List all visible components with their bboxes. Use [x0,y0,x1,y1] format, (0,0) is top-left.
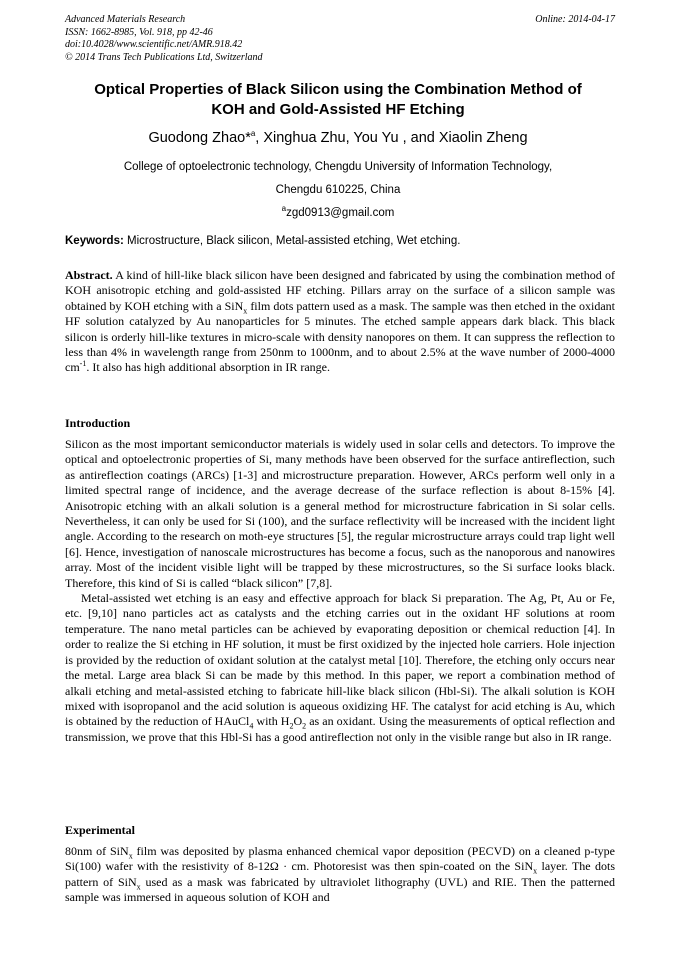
abstract-sup: -1 [79,359,87,369]
author-1-affil-mark: a [250,129,256,139]
intro-p2-text-c: O [293,714,303,729]
author-list [62,128,614,148]
affiliation [62,156,614,225]
doi-line: doi:10.4028/www.scientific.net/AMR.918.42 [65,39,243,50]
abstract-label: Abstract. [65,268,113,282]
introduction-paragraph-1: Silicon as the most important semiconductor materials is widely used in solar cells and detectors. To improve the optical and optoelectronic properties of Si, many methods have been observed for the surface antireflection, such as antireflection coatings (ARCs) [1-3] and microstructure preparation. However, ARCs perform well only in a limited spectral range of incidence, and the average decrease of the surface reflection is about 8-15% [4]. Anisotropic etching with an alkali solution is a general method for microstructure fabrication in Si solar cells. Nevertheless, it can only be used for Si (100), and the surface reflectivity will be increased with the incident light angle. According to the research on moth-eye structures [5], the regular microstructure arrays could trap light well [6]. Hence, investigation of nanoscale microstructures has become a focus, such as the nanoporous and nanowires array. Most of the incident visible light will be trapped by these microstructures, so the Si surface looks black. Therefore, this kind of Si is called “black silicon” [7,8]. [65,437,615,590]
intro-p2-sub-1: 4 [249,721,254,731]
abstract-text-2: film dots pattern used as a mask. The sample was then etched in the oxidant HF solution catalyzed by Au nanoparticles for 5 minutes. The etched sample appears dark black. This black silicon is orderly hill-like textures in micro-scale with density nanopores on them. It can suppress the reflection to less than 4% in wavelength range from 250nm to 1000nm, and to about 2.5% at the wave number of 2000-4000 cm [65,298,615,375]
exp-text-a: 80nm of SiN [65,844,129,858]
journal-name: Advanced Materials Research [65,14,186,25]
title-line-1: Optical Properties of Black Silicon using the Combination Method of [94,81,582,98]
exp-text-c: layer. The dots pattern of SiN [65,859,615,889]
journal-header [65,14,263,64]
introduction-paragraph-2 [65,591,615,745]
exp-text-d: used as a mask was fabricated by ultraviolet lithography (UVL) and RIE. Then the patterned sample was immersed in aqueous solution of KOH and [65,874,615,905]
online-date: Online: 2014-04-17 [535,14,615,25]
intro-p2-text-a: Metal-assisted wet etching is an easy and effective approach for black Si preparation. The Ag, Pt, Au or Fe, etc. [9,10] nano particles act as catalysts and the etching carries out in the oxidant HF solutions at room temperature. The nano metal particles can be achieved by evaporating deposition or chemical reduction [4]. In order to realize the Si etching in HF solution, it must be first oxidized by the injected hole carriers. Hole injection is provided by the reduction of oxidant solution at the catalyst metal [10]. Therefore, the etching only occurs near the metal. Large area black Si can be made by this method. In this paper, we report a combination method of alkali etching and metal-assisted etching to fabricate hill-like black silicon (Hbl-Si). The alkali solution is KOH mixed with isopropanol and the acid solution is aqueous oxidizing HF. The catalyst for acid etching is Au, which is obtained by the reduction of HAuCl [65,591,615,729]
other-authors: , Xinghua Zhu, You Yu , and Xiaolin Zheng [255,130,528,146]
issn-line: ISSN: 1662-8985, Vol. 918, pp 42-46 [65,26,213,38]
copyright-line: © 2014 Trans Tech Publications Ltd, Switzerland [65,51,263,63]
abstract [65,268,615,376]
keywords-label: Keywords: [65,235,124,247]
exp-text-b: film was deposited by plasma enhanced chemical vapor deposition (PECVD) on a cleaned p-type Si(100) wafer with the resistivity of 8-12Ω · cm. Photoresist was then spin-coated on the SiN [65,844,615,874]
email-affil-mark: a [281,204,287,214]
title-line-2: KOH and Gold-Assisted HF Etching [211,101,465,118]
keywords [65,234,615,249]
affiliation-line-1: College of optoelectronic technology, Chengdu University of Information Technology, [123,161,553,173]
intro-p2-text-d: as an oxidant. Using the measurements of optical reflection and transmission, we prove that this Hbl-Si has a good antireflection not only in the visible range but also in IR range. [65,714,615,744]
abstract-sub-x: x [243,306,248,316]
exp-sub-3: x [136,882,141,892]
experimental-body [65,844,615,906]
author-1: Guodong Zhao* [148,130,251,146]
paper-title [62,80,614,120]
exp-sub-1: x [128,851,133,861]
email-line [62,202,614,225]
abstract-text-3: . It also has high additional absorption in IR range. [86,360,330,375]
intro-p2-sub-3: 2 [302,721,307,731]
experimental-heading: Experimental [65,823,135,837]
exp-sub-2: x [533,866,538,876]
introduction-heading: Introduction [65,416,131,430]
intro-p2-text-b: with H [253,714,290,729]
keywords-text: Microstructure, Black silicon, Metal-assisted etching, Wet etching. [123,235,461,247]
experimental-paragraph [65,844,615,906]
email-address: zgd0913@gmail.com [286,207,395,219]
abstract-text-1: A kind of hill-like black silicon have been designed and fabricated by using the combination method of KOH anisotropic etching and gold-assisted HF etching. Pillars array on the surface of a silicon sample was obtained by KOH etching with a SiN [65,268,615,313]
intro-p2-sub-2: 2 [289,721,294,731]
affiliation-line-2: Chengdu 610225, China [275,184,401,196]
introduction-body [65,437,615,745]
